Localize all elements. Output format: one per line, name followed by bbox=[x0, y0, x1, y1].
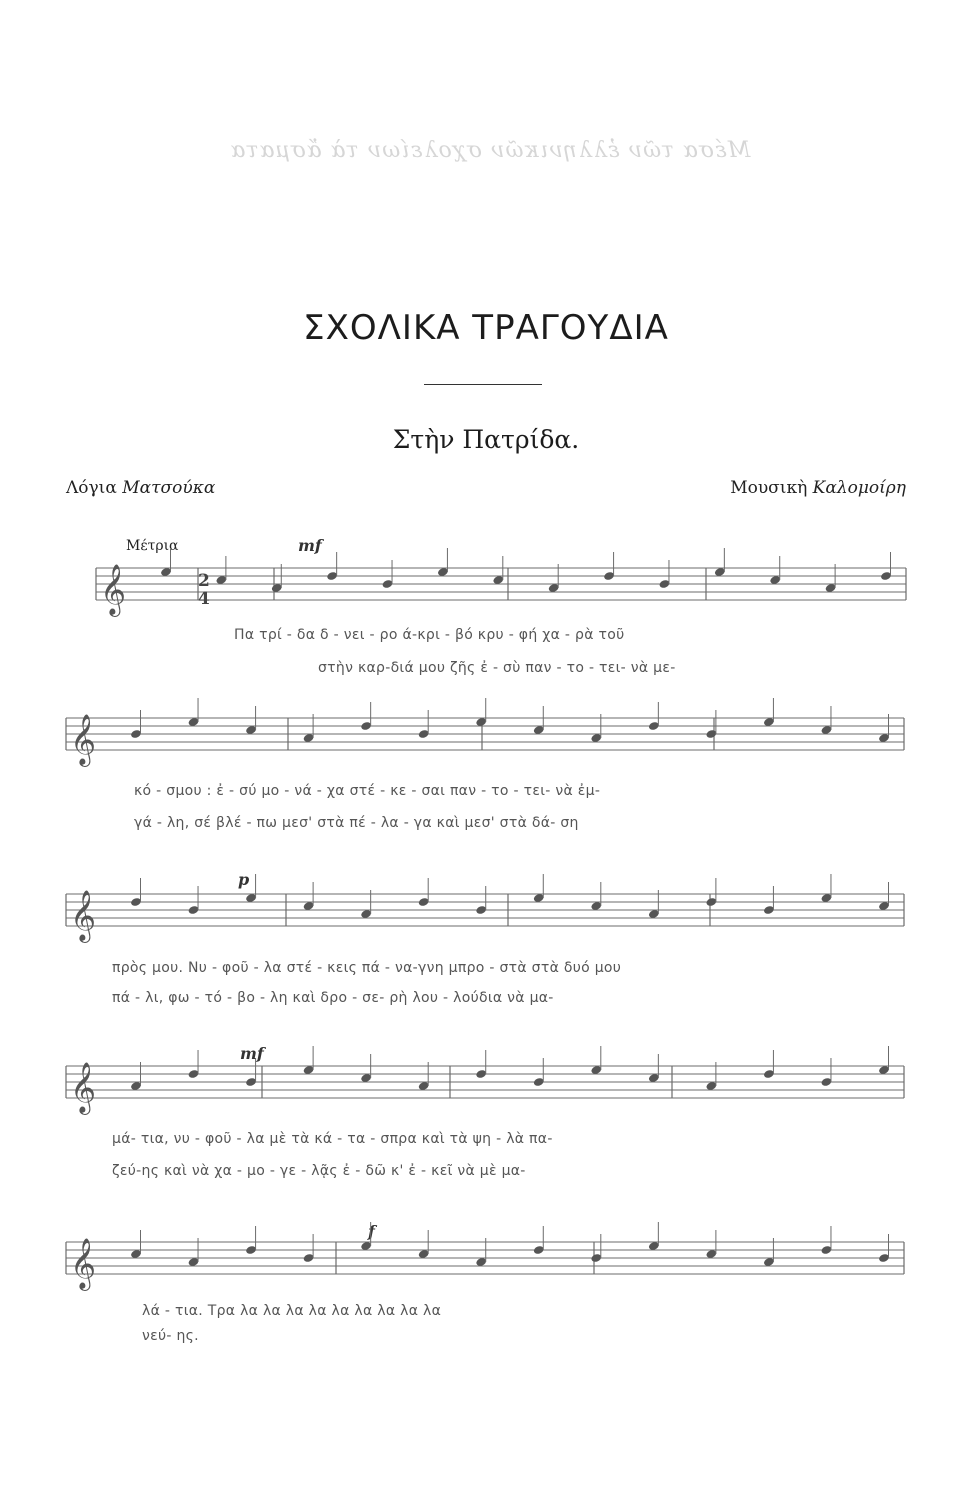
lyrics-system-3-verse-2: πά - λι, φω - τό - βο - λη καὶ δρο - σε- ρὴ λου - λούδια νὰ μα- bbox=[112, 990, 554, 1006]
dynamic-f: f bbox=[368, 1222, 375, 1241]
treble-clef-icon: 𝄞 bbox=[70, 890, 97, 941]
time-signature-bottom: 4 bbox=[198, 589, 210, 609]
lyrics-system-5-verse-2: νεύ- ης. bbox=[142, 1328, 199, 1344]
composer-name: Καλομοίρη bbox=[812, 478, 906, 498]
lyricist-prefix: Λόγια bbox=[66, 478, 117, 498]
page-title: ΣΧΟΛΙΚΑ ΤΡΑΓΟΥΔΙΑ bbox=[303, 308, 669, 348]
dynamic-mf-1: mf bbox=[298, 536, 322, 555]
treble-clef-icon: 𝄞 bbox=[70, 1238, 97, 1289]
treble-clef-icon: 𝄞 bbox=[70, 1062, 97, 1113]
lyrics-system-5-verse-1: λά - τια. Τρα λα λα λα λα λα λα λα λα λα bbox=[142, 1303, 442, 1319]
lyrics-system-2-verse-2: γά - λη, σέ βλέ - πω μεσ' στὰ πέ - λα - γα καὶ μεσ' στὰ δά- ση bbox=[134, 815, 579, 831]
treble-clef-icon: 𝄞 bbox=[70, 714, 97, 765]
lyricist-name: Ματσούκα bbox=[122, 478, 216, 498]
dynamic-p: p bbox=[238, 870, 250, 889]
tempo-marking: Μέτρια bbox=[126, 538, 179, 554]
lyrics-system-4-verse-2: ζεύ-ης καὶ νὰ χα - μο - γε - λᾷς ἐ - δῶ κ' ἐ - κεῖ νὰ μὲ μα- bbox=[112, 1163, 526, 1179]
bleed-through-text: Μέσα τῶν ἐλληνικῶν σχολείων τὰ ἄσματα bbox=[229, 138, 751, 163]
lyrics-system-4-verse-1: μά- τια, νυ - φοῦ - λα μὲ τὰ κά - τα - σπρα καὶ τὰ ψη - λὰ πα- bbox=[112, 1131, 553, 1147]
composer-prefix: Μουσικὴ bbox=[730, 478, 808, 498]
time-signature-top: 2 bbox=[198, 571, 210, 591]
dynamic-mf-2: mf bbox=[240, 1044, 264, 1063]
lyrics-system-2-verse-1: κό - σμου : ἐ - σύ μο - νά - χα στέ - κε - σαι παν - το - τει- νὰ ἐμ- bbox=[134, 783, 601, 799]
lyrics-system-1-verse-2: στὴν καρ-διά μου ζῆς ἐ - σὺ παν - το - τει- νὰ με- bbox=[318, 660, 676, 676]
lyrics-system-1-verse-1: Πα τρί - δα δ - νει - ρο ά-κρι - βό κρυ - φή χα - ρὰ τοῦ bbox=[234, 627, 625, 643]
lyrics-system-3-verse-1: πρὸς μου. Νυ - φοῦ - λα στέ - κεις πά - να-γνη μπρο - στὰ στὰ δυό μου bbox=[112, 960, 622, 976]
song-title: Στὴν Πατρίδα. bbox=[392, 425, 580, 454]
treble-clef-icon: 𝄞 bbox=[100, 564, 127, 615]
